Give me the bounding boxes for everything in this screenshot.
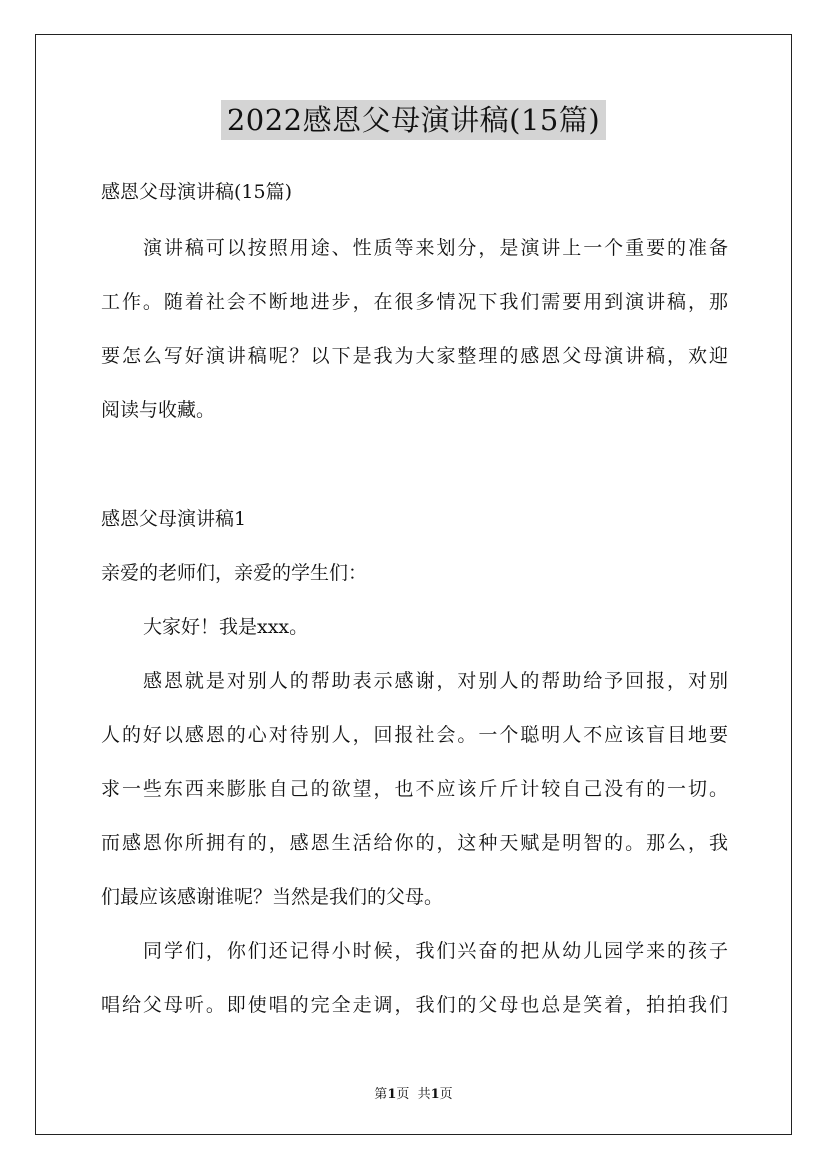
paragraph2-line: 唱给父母听。即使唱的完全走调，我们的父母也总是笑着，拍拍我们 xyxy=(101,994,728,1016)
page-total: 1 xyxy=(430,1087,440,1102)
intro-line: 工作。随着社会不断地进步，在很多情况下我们需要用到演讲稿，那 xyxy=(101,291,728,313)
page-label-suffix: 页 xyxy=(439,1087,453,1102)
document-title-text: 2022感恩父母演讲稿(15篇) xyxy=(221,100,606,140)
intro-line: 要怎么写好演讲稿呢？以下是我为大家整理的感恩父母演讲稿，欢迎 xyxy=(101,345,728,367)
paragraph1-line: 感恩就是对别人的帮助表示感谢，对别人的帮助给予回报，对别 xyxy=(143,670,728,692)
paragraph1-line: 求一些东西来膨胀自己的欲望，也不应该斤斤计较自己没有的一切。 xyxy=(101,778,728,800)
document-subtitle: 感恩父母演讲稿(15篇) xyxy=(101,181,293,203)
greeting: 大家好！我是xxx。 xyxy=(143,616,309,638)
intro-line: 阅读与收藏。 xyxy=(101,399,216,421)
paragraph1-line: 们最应该感谢谁呢？当然是我们的父母。 xyxy=(101,886,444,908)
page-label-mid: 页 共 xyxy=(396,1087,431,1102)
salutation: 亲爱的老师们，亲爱的学生们： xyxy=(101,562,368,584)
paragraph1-line: 人的好以感恩的心对待别人，回报社会。一个聪明人不应该盲目地要 xyxy=(101,724,728,746)
document-title xyxy=(0,100,827,140)
page-label-prefix: 第 xyxy=(374,1087,388,1102)
paragraph2-line: 同学们，你们还记得小时候，我们兴奋的把从幼儿园学来的孩子 xyxy=(143,940,728,962)
section-heading: 感恩父母演讲稿1 xyxy=(101,508,247,530)
page-footer xyxy=(0,1083,827,1102)
intro-line: 演讲稿可以按照用途、性质等来划分，是演讲上一个重要的准备 xyxy=(143,237,728,259)
paragraph1-line: 而感恩你所拥有的，感恩生活给你的，这种天赋是明智的。那么，我 xyxy=(101,832,728,854)
page-current: 1 xyxy=(387,1087,397,1102)
